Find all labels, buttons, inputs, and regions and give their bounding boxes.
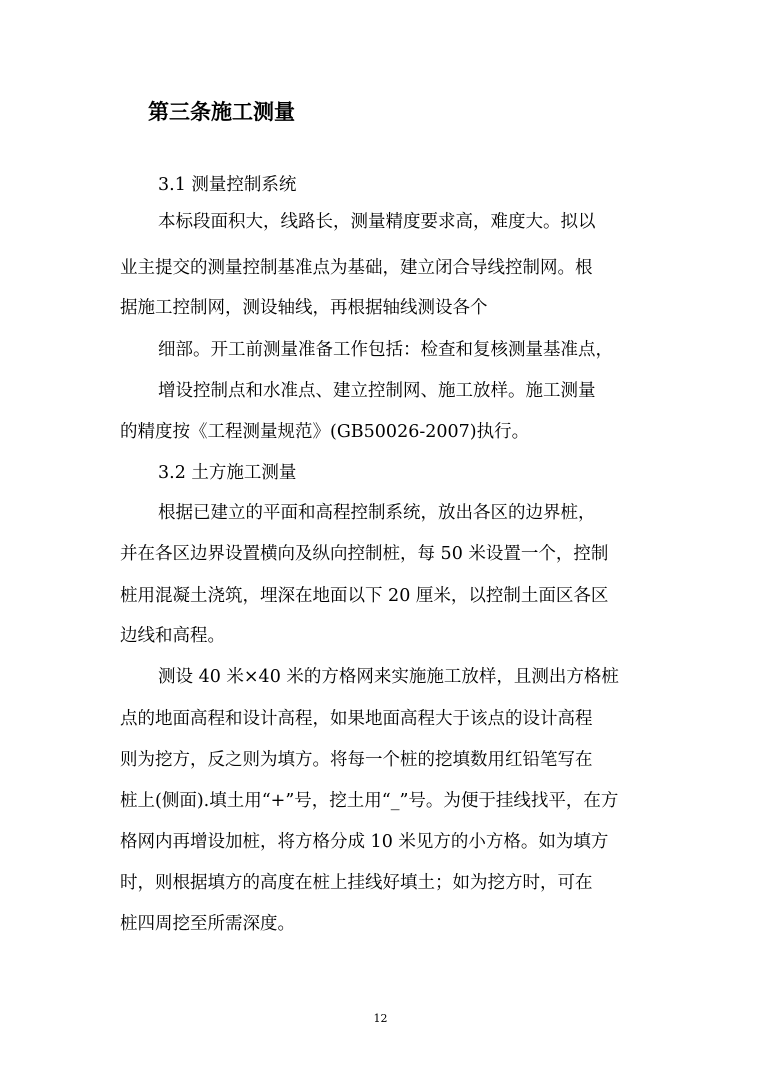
text-line: 边线和高程。 bbox=[120, 626, 225, 646]
subsection-title-3-1: 3.1 测量控制系统 bbox=[158, 175, 297, 195]
text-line: 桩上(侧面).填土用“+”号，挖土用“_”号。为便于挂线找平，在方 bbox=[120, 791, 619, 811]
text-line: 本标段面积大，线路长，测量精度要求高，难度大。拟以 bbox=[158, 212, 596, 232]
subsection-title-3-2: 3.2 土方施工测量 bbox=[158, 463, 297, 483]
text-line: 根据已建立的平面和高程控制系统，放出各区的边界桩， bbox=[158, 503, 596, 523]
text-line: 桩四周挖至所需深度。 bbox=[120, 914, 295, 934]
text-line: 点的地面高程和设计高程，如果地面高程大于该点的设计高程 bbox=[120, 709, 593, 729]
text-line: 格网内再增设加桩，将方格分成 10 米见方的小方格。如为填方 bbox=[120, 832, 609, 852]
text-line: 桩用混凝土浇筑，埋深在地面以下 20 厘米，以控制土面区各区 bbox=[120, 586, 609, 606]
text-line: 增设控制点和水准点、建立控制网、施工放样。施工测量 bbox=[158, 381, 596, 401]
section-title: 第三条施工测量 bbox=[148, 99, 295, 124]
text-line: 测设 40 米×40 米的方格网来实施施工放样，且测出方格桩 bbox=[158, 667, 619, 687]
text-line: 时，则根据填方的高度在桩上挂线好填土；如为挖方时，可在 bbox=[120, 873, 593, 893]
text-line: 业主提交的测量控制基准点为基础，建立闭合导线控制网。根 bbox=[120, 258, 593, 278]
text-line: 据施工控制网，测设轴线，再根据轴线测设各个 bbox=[120, 298, 488, 318]
text-line: 则为挖方，反之则为填方。将每一个桩的挖填数用红铅笔写在 bbox=[120, 750, 593, 770]
text-line: 细部。开工前测量准备工作包括：检查和复核测量基准点， bbox=[158, 340, 613, 360]
page-number: 12 bbox=[373, 1012, 388, 1025]
text-line: 的精度按《工程测量规范》(GB50026-2007)执行。 bbox=[120, 422, 530, 442]
text-line: 并在各区边界设置横向及纵向控制桩，每 50 米设置一个，控制 bbox=[120, 544, 609, 564]
